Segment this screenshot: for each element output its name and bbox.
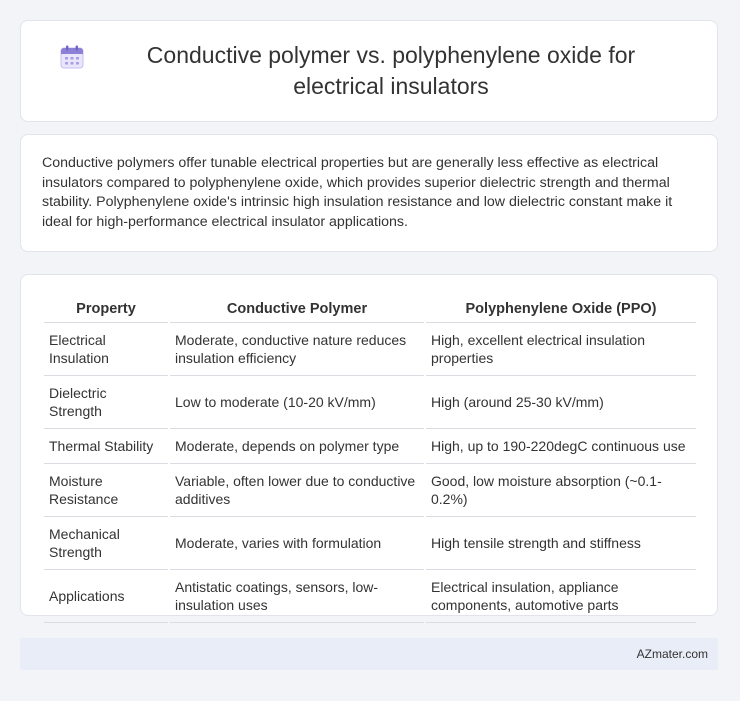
page-title: Conductive polymer vs. polyphenylene oxide for electrical insulators xyxy=(146,42,636,99)
comparison-table xyxy=(42,295,698,623)
footer xyxy=(20,638,718,670)
footer-brand: AZmater.com xyxy=(636,647,708,661)
column-header-conductive-polymer: Conductive Polymer xyxy=(170,295,424,323)
column-header-ppo: Polyphenylene Oxide (PPO) xyxy=(426,295,696,323)
summary-text: Conductive polymers offer tunable electrical properties but are generally less effective as electrical insulators compared to polyphenylene oxide, which provides superior dielectric strength and thermal stability. Polyphenylene oxide's intrinsic high insulation resistance and low dielectric constant make it ideal for high-performance electrical insulator applications. xyxy=(42,155,673,230)
table-row xyxy=(44,429,696,464)
conductive-polymer-cell: Moderate, varies with formulation xyxy=(170,517,424,570)
property-cell: Moisture Resistance xyxy=(44,464,168,517)
conductive-polymer-cell: Low to moderate (10-20 kV/mm) xyxy=(170,376,424,429)
property-cell: Mechanical Strength xyxy=(44,517,168,570)
conductive-polymer-cell: Antistatic coatings, sensors, low-insulation uses xyxy=(170,570,424,623)
table-header-row xyxy=(44,295,696,323)
ppo-cell: High (around 25-30 kV/mm) xyxy=(426,376,696,429)
ppo-cell: High, up to 190-220degC continuous use xyxy=(426,429,696,464)
property-cell: Electrical Insulation xyxy=(44,323,168,376)
property-cell: Thermal Stability xyxy=(44,429,168,464)
summary-card xyxy=(20,134,718,252)
property-cell: Applications xyxy=(44,570,168,623)
title-card xyxy=(20,20,718,122)
table-row xyxy=(44,464,696,517)
conductive-polymer-cell: Moderate, conductive nature reduces insulation efficiency xyxy=(170,323,424,376)
title-wrap xyxy=(59,40,679,102)
ppo-cell: High, excellent electrical insulation properties xyxy=(426,323,696,376)
property-cell: Dielectric Strength xyxy=(44,376,168,429)
conductive-polymer-cell: Variable, often lower due to conductive additives xyxy=(170,464,424,517)
table-row xyxy=(44,517,696,570)
table-card xyxy=(20,274,718,616)
column-header-property: Property xyxy=(44,295,168,323)
calendar-icon xyxy=(59,44,85,70)
table-row xyxy=(44,570,696,623)
table-row xyxy=(44,323,696,376)
table-row xyxy=(44,376,696,429)
ppo-cell: Electrical insulation, appliance components, automotive parts xyxy=(426,570,696,623)
ppo-cell: High tensile strength and stiffness xyxy=(426,517,696,570)
ppo-cell: Good, low moisture absorption (~0.1-0.2%) xyxy=(426,464,696,517)
conductive-polymer-cell: Moderate, depends on polymer type xyxy=(170,429,424,464)
